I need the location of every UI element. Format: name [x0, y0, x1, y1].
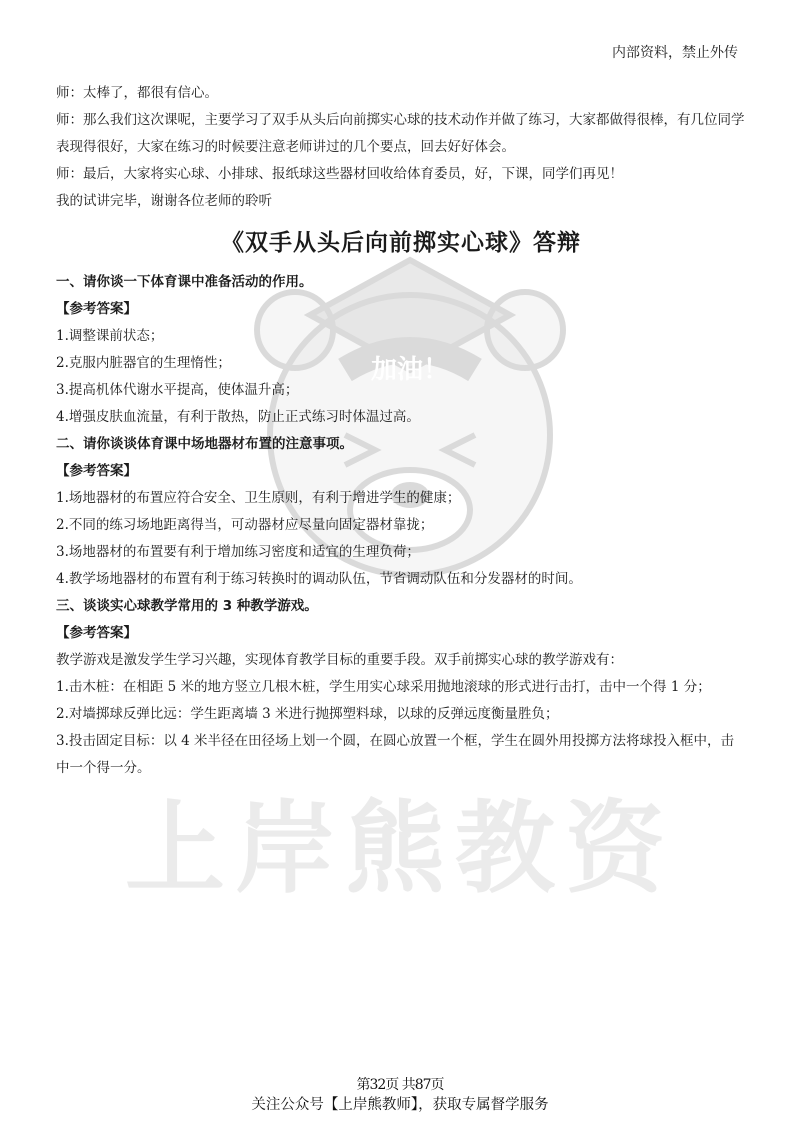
answer-label: 【参考答案】 [56, 625, 137, 641]
transcript-line: 师：太棒了，都很有信心。 [56, 85, 218, 101]
answer-item: 4.增强皮肤血流量，有利于散热，防止正式练习时体温过高。 [56, 409, 420, 425]
answer-intro: 教学游戏是激发学生学习兴趣，实现体育教学目标的重要手段。双手前掷实心球的教学游戏有： [56, 652, 623, 668]
answer-label: 【参考答案】 [56, 463, 137, 479]
document-body [56, 80, 746, 782]
answer-item: 2.对墙掷球反弹比远：学生距离墙 3 米进行抛掷塑料球，以球的反弹远度衡量胜负； [56, 706, 559, 722]
transcript-line: 我的试讲完毕，谢谢各位老师的聆听 [56, 193, 272, 209]
transcript-line: 师：最后，大家将实心球、小排球、报纸球这些器材回收给体育委员，好，下课，同学们再见！ [56, 166, 623, 182]
answer-item: 4.教学场地器材的布置有利于练习转换时的调动队伍，节省调动队伍和分发器材的时间。 [56, 571, 582, 587]
watermark-text: 上岸熊教资 [125, 790, 675, 907]
page-footer [0, 1075, 800, 1115]
section-question: 二、请你谈谈体育课中场地器材布置的注意事项。 [56, 436, 353, 452]
section-question: 三、谈谈实心球教学常用的 3 种教学游戏。 [56, 598, 318, 614]
document-title: 《双手从头后向前掷实心球》答辩 [221, 229, 581, 256]
answer-item: 1.调整课前状态； [56, 328, 164, 344]
answer-label: 【参考答案】 [56, 301, 137, 317]
answer-item: 2.不同的练习场地距离得当，可动器材应尽量向固定器材靠拢； [56, 517, 434, 533]
answer-item: 1.击木桩：在相距 5 米的地方竖立几根木桩，学生用实心球采用抛地滚球的形式进行击打，击中一个得 1 分； [56, 679, 711, 695]
answer-item: 3.场地器材的布置要有利于增加练习密度和适宜的生理负荷； [56, 544, 420, 560]
page-number: 第32页 共87页 [356, 1077, 444, 1093]
section-question: 一、请你谈一下体育课中准备活动的作用。 [56, 274, 313, 290]
confidential-notice: 内部资料，禁止外传 [612, 45, 738, 61]
footer-promo: 关注公众号【上岸熊教师】，获取专属督学服务 [251, 1097, 549, 1113]
answer-item: 3.提高机体代谢水平提高，使体温升高； [56, 382, 299, 398]
transcript-line: 师：那么我们这次课呢，主要学习了双手从头后向前掷实心球的技术动作并做了练习，大家都做得很棒，有几位同学表现得很好，大家在练习的时候要注意老师讲过的几个要点，回去好好体会。 [56, 112, 745, 155]
answer-item: 3.投击固定目标：以 4 米半径在田径场上划一个圆，在圆心放置一个框，学生在圆外用投掷方法将球投入框中，击中一个得一分。 [56, 733, 735, 776]
answer-item: 2.克服内脏器官的生理惰性； [56, 355, 231, 371]
watermark-badge-text: 加油！ [370, 355, 450, 385]
answer-item: 1.场地器材的布置应符合安全、卫生原则，有利于增进学生的健康； [56, 490, 461, 506]
